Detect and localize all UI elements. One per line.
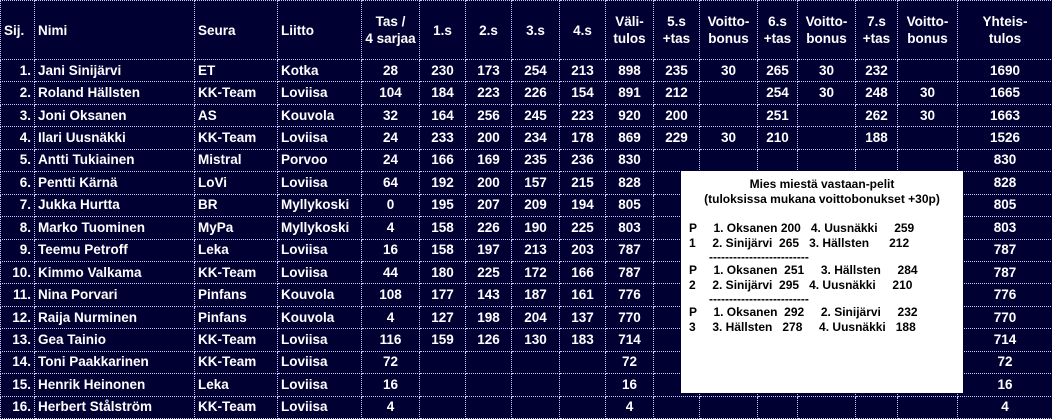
cell-total: 803 [958, 217, 1052, 239]
cell-association: Kotka [278, 60, 362, 82]
cell-subtotal: 828 [606, 172, 654, 194]
cell-total: 72 [958, 351, 1052, 373]
cell-name: Jani Sinijärvi [35, 60, 195, 82]
cell-game-5 [654, 149, 700, 171]
cell-association: Myllykoski [278, 217, 362, 239]
cell-club: Leka [195, 374, 278, 396]
cell-game-2: 207 [466, 194, 512, 216]
cell-total: 830 [958, 149, 1052, 171]
cell-total: 1526 [958, 127, 1052, 149]
cell-name: Gea Tainio [35, 329, 195, 351]
table-header [1, 1, 1052, 60]
cell-subtotal: 16 [606, 374, 654, 396]
cell-club: Pinfans [195, 306, 278, 328]
cell-game-2: 198 [466, 306, 512, 328]
cell-game-5: 212 [654, 82, 700, 104]
cell-game-2: 126 [466, 329, 512, 351]
cell-game-5: 200 [654, 104, 700, 126]
cell-association: Loviisa [278, 261, 362, 283]
header-game-7: 7.s +tas [856, 1, 898, 60]
cell-game-3: 245 [512, 104, 560, 126]
cell-club: Leka [195, 239, 278, 261]
cell-game-4: 183 [560, 329, 606, 351]
cell-game-1: 158 [420, 217, 466, 239]
cell-game-3: 157 [512, 172, 560, 194]
cell-win-bonus-1 [700, 104, 758, 126]
cell-game-2: 200 [466, 127, 512, 149]
cell-subtotal: 776 [606, 284, 654, 306]
cell-game-7 [856, 396, 898, 418]
cell-name: Pentti Kärnä [35, 172, 195, 194]
cell-win-bonus-3: 30 [898, 104, 958, 126]
cell-subtotal: 4 [606, 396, 654, 418]
cell-game-6 [758, 396, 798, 418]
cell-game-2: 169 [466, 149, 512, 171]
cell-game-1 [420, 374, 466, 396]
cell-handicap: 4 [362, 306, 420, 328]
header-association: Liitto [278, 1, 362, 60]
cell-game-1: 180 [420, 261, 466, 283]
cell-game-4: 161 [560, 284, 606, 306]
cell-game-4: 225 [560, 217, 606, 239]
cell-name: Kimmo Valkama [35, 261, 195, 283]
cell-game-4: 178 [560, 127, 606, 149]
cell-subtotal: 869 [606, 127, 654, 149]
cell-game-1 [420, 351, 466, 373]
cell-handicap: 32 [362, 104, 420, 126]
cell-game-4: 215 [560, 172, 606, 194]
cell-game-1: 192 [420, 172, 466, 194]
cell-association: Kouvola [278, 306, 362, 328]
cell-rank: 7. [1, 194, 35, 216]
header-game-6: 6.s +tas [758, 1, 798, 60]
cell-rank: 12. [1, 306, 35, 328]
cell-game-5 [654, 396, 700, 418]
cell-game-1: 233 [420, 127, 466, 149]
cell-win-bonus-1: 30 [700, 60, 758, 82]
cell-game-4: 137 [560, 306, 606, 328]
cell-rank: 15. [1, 374, 35, 396]
cell-game-7: 232 [856, 60, 898, 82]
cell-total: 1663 [958, 104, 1052, 126]
cell-game-1: 230 [420, 60, 466, 82]
table-row [1, 127, 1052, 149]
cell-club: KK-Team [195, 329, 278, 351]
round-3-line-2: 3 3. Hällsten 278 4. Uusnäkki 188 [689, 320, 916, 334]
round-1-line-1: P 1. Oksanen 200 4. Uusnäkki 259 [689, 221, 915, 235]
table-row [1, 149, 1052, 171]
cell-club: ET [195, 60, 278, 82]
match-play-title: Mies miestä vastaan-pelit [749, 177, 895, 191]
cell-total: 1665 [958, 82, 1052, 104]
cell-association: Loviisa [278, 351, 362, 373]
cell-game-1: 177 [420, 284, 466, 306]
cell-rank: 3. [1, 104, 35, 126]
cell-game-2: 225 [466, 261, 512, 283]
cell-total: 1690 [958, 60, 1052, 82]
header-row [1, 1, 1052, 60]
cell-win-bonus-2 [798, 127, 856, 149]
cell-total: 805 [958, 194, 1052, 216]
cell-club: KK-Team [195, 351, 278, 373]
cell-game-6: 265 [758, 60, 798, 82]
cell-rank: 16. [1, 396, 35, 418]
cell-win-bonus-3 [898, 127, 958, 149]
cell-game-3: 187 [512, 284, 560, 306]
cell-rank: 9. [1, 239, 35, 261]
table-row [1, 396, 1052, 418]
cell-game-4: 213 [560, 60, 606, 82]
cell-club: AS [195, 104, 278, 126]
cell-club: KK-Team [195, 82, 278, 104]
cell-club: Mistral [195, 149, 278, 171]
cell-game-3: 130 [512, 329, 560, 351]
header-game-3: 3.s [512, 1, 560, 60]
cell-win-bonus-2: 30 [798, 60, 856, 82]
header-game-2: 2.s [466, 1, 512, 60]
cell-game-3 [512, 396, 560, 418]
header-win-bonus-3: Voitto- bonus [898, 1, 958, 60]
cell-name: Joni Oksanen [35, 104, 195, 126]
cell-rank: 11. [1, 284, 35, 306]
cell-game-4: 203 [560, 239, 606, 261]
cell-game-5: 229 [654, 127, 700, 149]
cell-name: Toni Paakkarinen [35, 351, 195, 373]
cell-association: Loviisa [278, 239, 362, 261]
cell-name: Ilari Uusnäkki [35, 127, 195, 149]
cell-handicap: 104 [362, 82, 420, 104]
cell-game-2: 173 [466, 60, 512, 82]
cell-association: Loviisa [278, 172, 362, 194]
cell-association: Loviisa [278, 127, 362, 149]
cell-game-2: 143 [466, 284, 512, 306]
cell-association: Loviisa [278, 329, 362, 351]
cell-game-7 [856, 149, 898, 171]
table-row [1, 82, 1052, 104]
round-2-line-2: 2 2. Sinijärvi 295 4. Uusnäkki 210 [689, 278, 913, 292]
cell-game-7: 262 [856, 104, 898, 126]
cell-club: KK-Team [195, 261, 278, 283]
header-handicap: Tas / 4 sarjaa [362, 1, 420, 60]
cell-game-6: 251 [758, 104, 798, 126]
cell-name: Teemu Petroff [35, 239, 195, 261]
separator-1: ------------------------- [709, 250, 809, 264]
cell-win-bonus-2: 30 [798, 82, 856, 104]
cell-subtotal: 920 [606, 104, 654, 126]
cell-game-6 [758, 149, 798, 171]
cell-subtotal: 787 [606, 239, 654, 261]
cell-handicap: 4 [362, 396, 420, 418]
cell-club: KK-Team [195, 127, 278, 149]
cell-win-bonus-2 [798, 104, 856, 126]
cell-game-4: 154 [560, 82, 606, 104]
cell-subtotal: 898 [606, 60, 654, 82]
cell-club: KK-Team [195, 396, 278, 418]
header-win-bonus-1: Voitto- bonus [700, 1, 758, 60]
cell-game-4: 223 [560, 104, 606, 126]
cell-total: 714 [958, 329, 1052, 351]
cell-subtotal: 72 [606, 351, 654, 373]
cell-club: MyPa [195, 217, 278, 239]
cell-game-2: 197 [466, 239, 512, 261]
cell-rank: 8. [1, 217, 35, 239]
cell-association: Kouvola [278, 284, 362, 306]
cell-game-3: 204 [512, 306, 560, 328]
round-2-line-1: P 1. Oksanen 251 3. Hällsten 284 [689, 263, 918, 277]
header-win-bonus-2: Voitto- bonus [798, 1, 856, 60]
cell-handicap: 16 [362, 374, 420, 396]
cell-rank: 1. [1, 60, 35, 82]
header-rank: Sij. [1, 1, 35, 60]
header-total: Yhteis- tulos [958, 1, 1052, 60]
cell-total: 787 [958, 239, 1052, 261]
cell-association: Loviisa [278, 374, 362, 396]
match-play-box [681, 171, 963, 393]
cell-handicap: 64 [362, 172, 420, 194]
cell-win-bonus-3 [898, 149, 958, 171]
cell-game-3 [512, 351, 560, 373]
cell-game-4 [560, 396, 606, 418]
header-game-5: 5.s +tas [654, 1, 700, 60]
cell-game-4 [560, 351, 606, 373]
cell-total: 787 [958, 261, 1052, 283]
cell-handicap: 116 [362, 329, 420, 351]
cell-game-2: 200 [466, 172, 512, 194]
cell-name: Antti Tukiainen [35, 149, 195, 171]
cell-game-1: 164 [420, 104, 466, 126]
cell-handicap: 16 [362, 239, 420, 261]
match-play-subtitle: (tuloksissa mukana voittobonukset +30p) [704, 192, 940, 206]
cell-game-3: 254 [512, 60, 560, 82]
cell-game-3: 234 [512, 127, 560, 149]
cell-name: Marko Tuominen [35, 217, 195, 239]
cell-game-6: 210 [758, 127, 798, 149]
cell-subtotal: 787 [606, 261, 654, 283]
cell-rank: 4. [1, 127, 35, 149]
cell-subtotal: 770 [606, 306, 654, 328]
cell-game-4: 236 [560, 149, 606, 171]
separator-2: ------------------------- [709, 292, 809, 306]
cell-rank: 5. [1, 149, 35, 171]
cell-game-3: 209 [512, 194, 560, 216]
round-1-line-2: 1 2. Sinijärvi 265 3. Hällsten 212 [689, 236, 910, 250]
cell-rank: 10. [1, 261, 35, 283]
cell-total: 828 [958, 172, 1052, 194]
cell-game-1: 195 [420, 194, 466, 216]
cell-total: 776 [958, 284, 1052, 306]
cell-win-bonus-3 [898, 396, 958, 418]
cell-game-7: 188 [856, 127, 898, 149]
cell-game-7: 248 [856, 82, 898, 104]
cell-total: 16 [958, 374, 1052, 396]
header-name: Nimi [35, 1, 195, 60]
cell-game-3: 235 [512, 149, 560, 171]
cell-game-5: 235 [654, 60, 700, 82]
cell-game-2 [466, 396, 512, 418]
cell-game-3 [512, 374, 560, 396]
header-club: Seura [195, 1, 278, 60]
cell-club: BR [195, 194, 278, 216]
cell-name: Roland Hällsten [35, 82, 195, 104]
cell-game-1: 159 [420, 329, 466, 351]
table-row [1, 60, 1052, 82]
cell-game-2 [466, 374, 512, 396]
cell-game-2 [466, 351, 512, 373]
cell-handicap: 28 [362, 60, 420, 82]
cell-association: Kouvola [278, 104, 362, 126]
cell-game-4: 194 [560, 194, 606, 216]
cell-game-6: 254 [758, 82, 798, 104]
cell-handicap: 24 [362, 149, 420, 171]
cell-game-2: 226 [466, 217, 512, 239]
cell-win-bonus-1 [700, 149, 758, 171]
cell-game-1: 166 [420, 149, 466, 171]
cell-win-bonus-1 [700, 396, 758, 418]
cell-win-bonus-1: 30 [700, 127, 758, 149]
cell-game-1: 127 [420, 306, 466, 328]
header-subtotal: Väli- tulos [606, 1, 654, 60]
cell-association: Porvoo [278, 149, 362, 171]
cell-rank: 14. [1, 351, 35, 373]
cell-win-bonus-2 [798, 149, 856, 171]
cell-name: Nina Porvari [35, 284, 195, 306]
cell-game-4: 166 [560, 261, 606, 283]
cell-game-4 [560, 374, 606, 396]
cell-win-bonus-3: 30 [898, 82, 958, 104]
cell-win-bonus-2 [798, 396, 856, 418]
cell-win-bonus-1 [700, 82, 758, 104]
cell-game-1: 158 [420, 239, 466, 261]
cell-subtotal: 714 [606, 329, 654, 351]
cell-game-3: 190 [512, 217, 560, 239]
cell-association: Loviisa [278, 396, 362, 418]
cell-game-2: 256 [466, 104, 512, 126]
cell-game-1 [420, 396, 466, 418]
cell-association: Loviisa [278, 82, 362, 104]
table-row [1, 104, 1052, 126]
cell-handicap: 108 [362, 284, 420, 306]
cell-association: Myllykoski [278, 194, 362, 216]
cell-rank: 13. [1, 329, 35, 351]
cell-name: Henrik Heinonen [35, 374, 195, 396]
cell-total: 770 [958, 306, 1052, 328]
cell-handicap: 44 [362, 261, 420, 283]
cell-club: LoVi [195, 172, 278, 194]
cell-subtotal: 803 [606, 217, 654, 239]
cell-game-3: 172 [512, 261, 560, 283]
cell-game-3: 213 [512, 239, 560, 261]
cell-handicap: 24 [362, 127, 420, 149]
cell-rank: 6. [1, 172, 35, 194]
cell-subtotal: 891 [606, 82, 654, 104]
cell-game-3: 226 [512, 82, 560, 104]
cell-game-1: 184 [420, 82, 466, 104]
cell-name: Herbert Stålström [35, 396, 195, 418]
cell-subtotal: 805 [606, 194, 654, 216]
cell-name: Raija Nurminen [35, 306, 195, 328]
cell-total: 4 [958, 396, 1052, 418]
cell-subtotal: 830 [606, 149, 654, 171]
header-game-4: 4.s [560, 1, 606, 60]
round-3-line-1: P 1. Oksanen 292 2. Sinijärvi 232 [689, 305, 918, 319]
cell-game-2: 223 [466, 82, 512, 104]
cell-name: Jukka Hurtta [35, 194, 195, 216]
cell-rank: 2. [1, 82, 35, 104]
cell-handicap: 0 [362, 194, 420, 216]
header-game-1: 1.s [420, 1, 466, 60]
cell-handicap: 4 [362, 217, 420, 239]
cell-win-bonus-3 [898, 60, 958, 82]
cell-club: Pinfans [195, 284, 278, 306]
cell-handicap: 72 [362, 351, 420, 373]
